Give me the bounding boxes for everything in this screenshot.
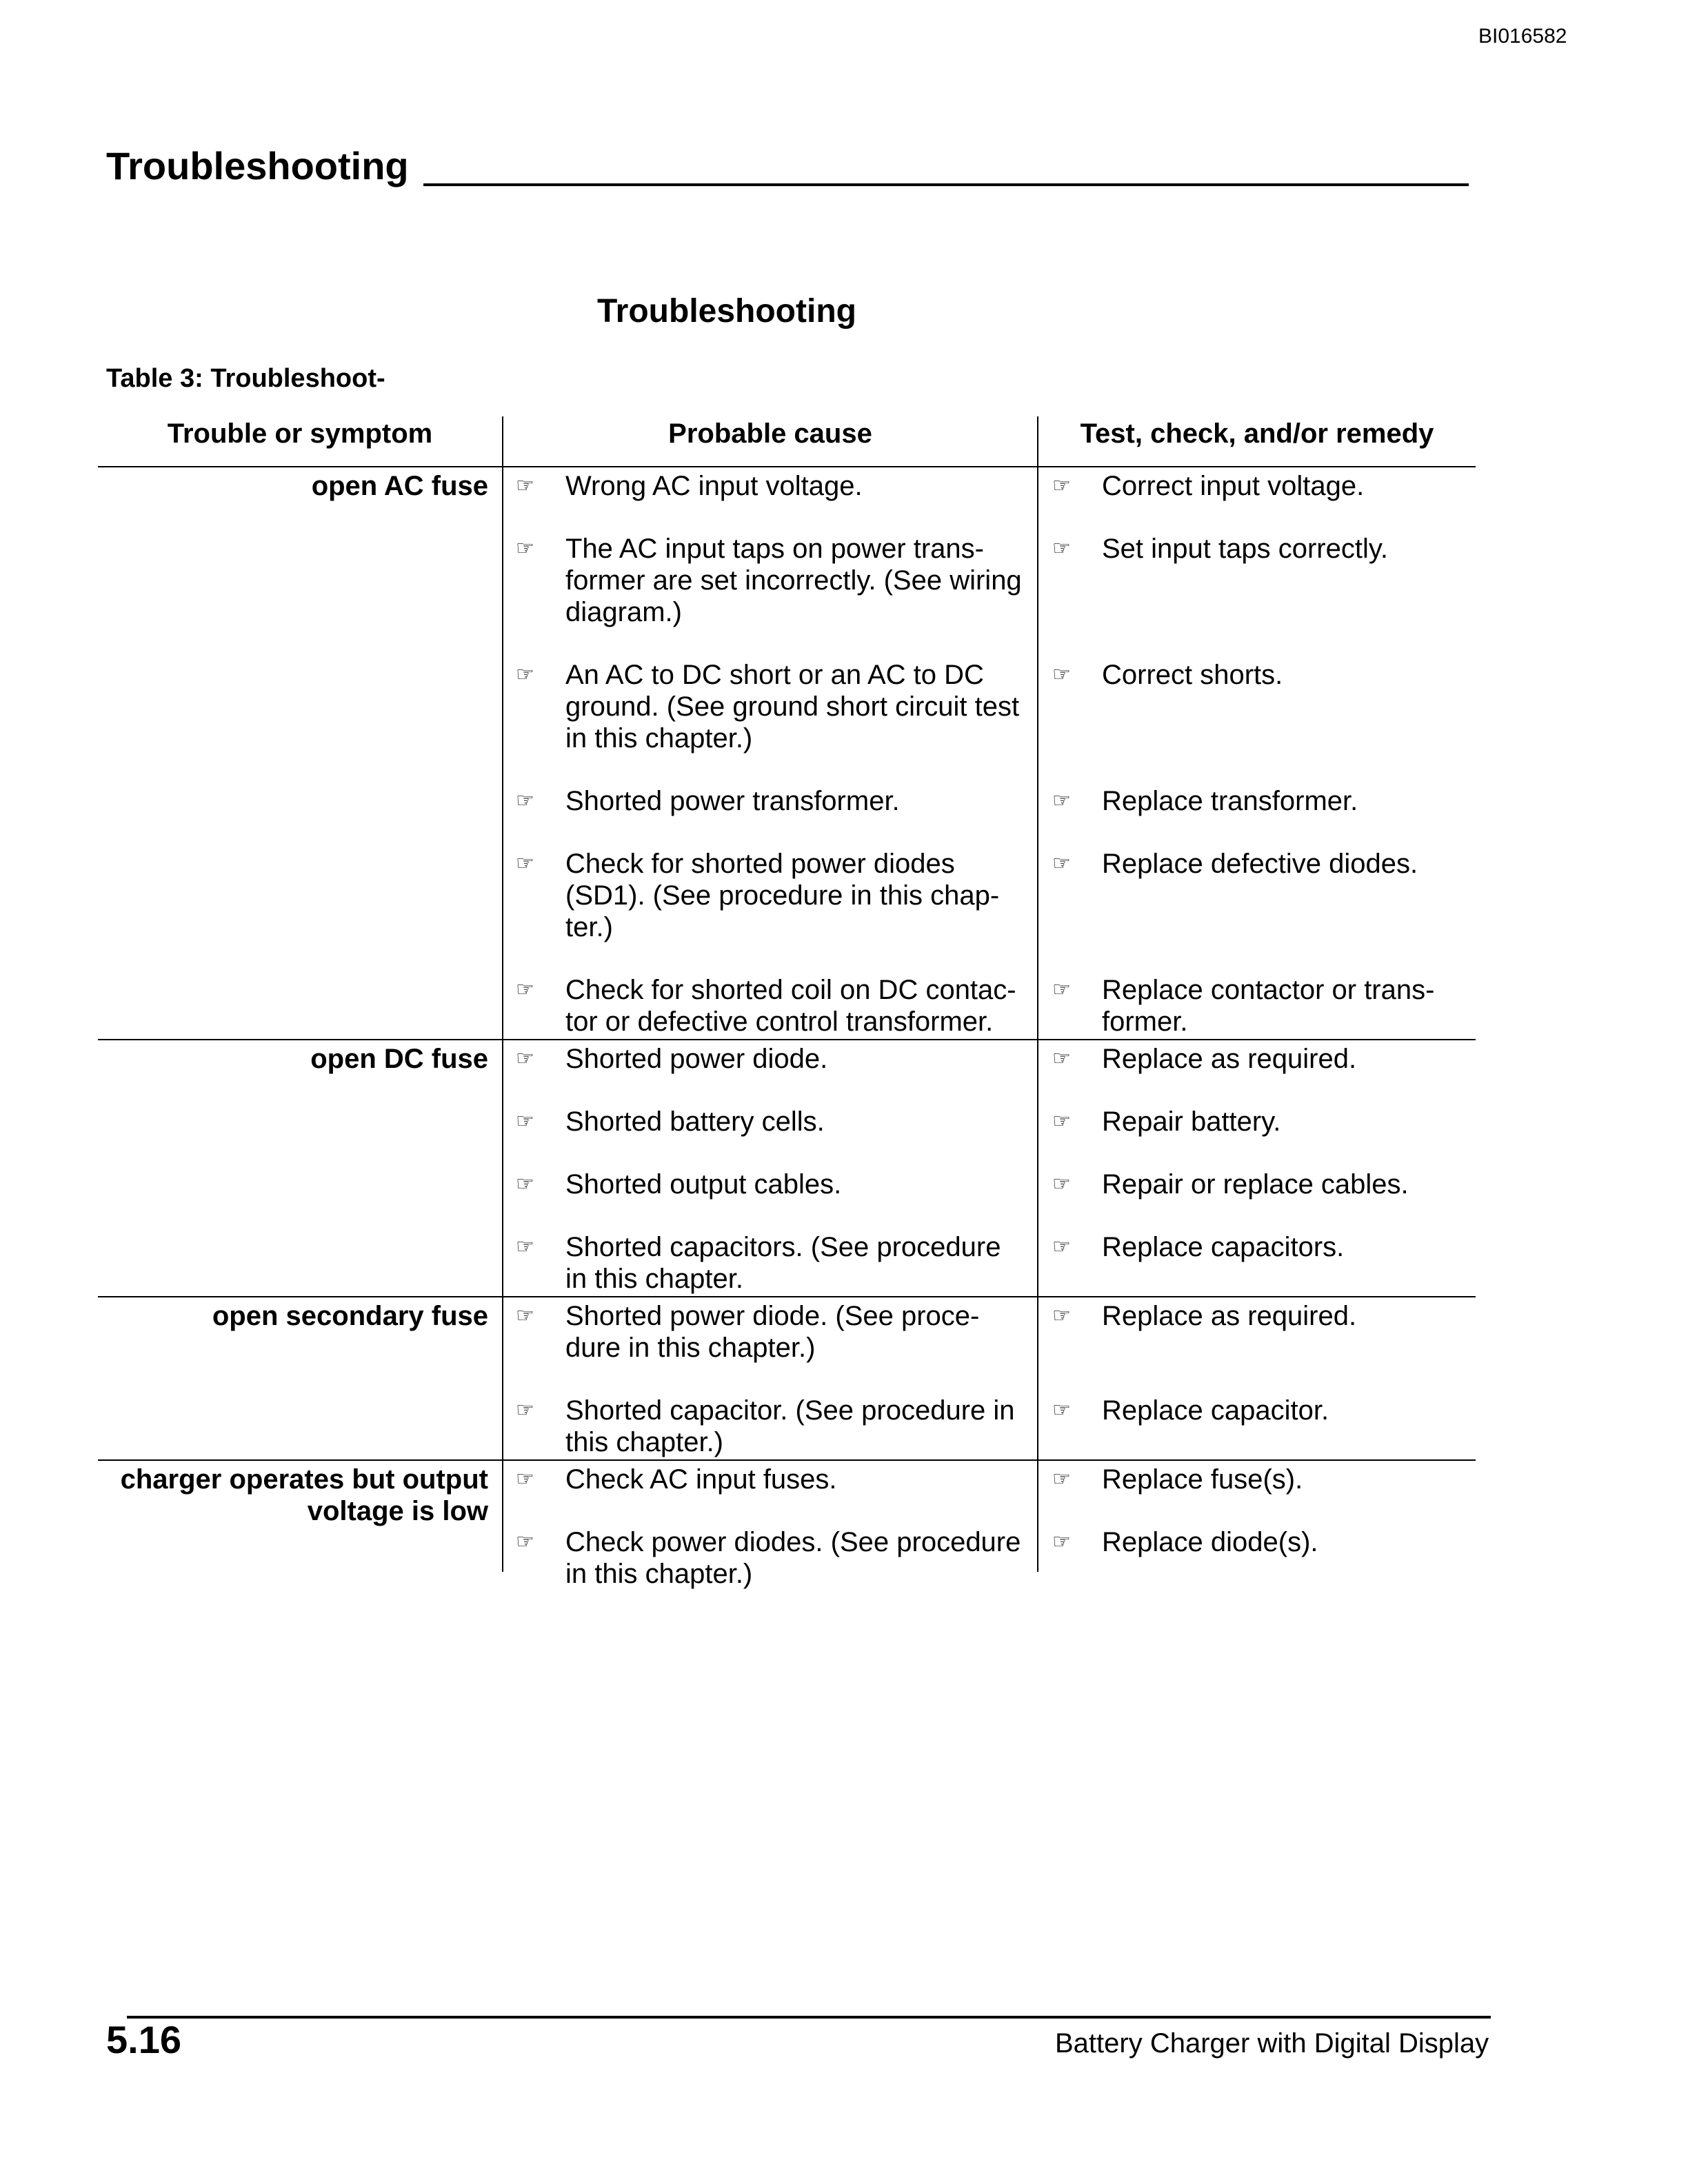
pointing-hand-icon: ☞ <box>1052 851 1071 876</box>
page-header-title: Troubleshooting <box>106 144 409 188</box>
remedy-line: Replace fuse(s). <box>1102 1464 1303 1495</box>
cause-item <box>516 974 1123 1038</box>
cause-line: in this chapter.) <box>565 1559 753 1589</box>
cause-item <box>516 785 1123 817</box>
remedy-line: Replace diode(s). <box>1102 1527 1318 1557</box>
cause-line: this chapter.) <box>565 1427 724 1457</box>
remedy-text <box>1102 1300 1466 1332</box>
pointing-hand-icon: ☞ <box>516 663 534 687</box>
remedy-text <box>1102 1043 1466 1075</box>
cause-line: diagram.) <box>565 597 682 627</box>
cause-text <box>565 1526 1123 1590</box>
remedy-item <box>1052 659 1466 754</box>
cause-item <box>516 1395 1123 1458</box>
cause-line: Shorted power diode. (See proce- <box>565 1301 980 1331</box>
cause-text <box>565 533 1123 628</box>
pointing-hand-icon: ☞ <box>1052 789 1071 813</box>
cause-item <box>516 1043 1123 1075</box>
cause-line: Shorted capacitor. (See procedure in <box>565 1395 1015 1426</box>
symptom-line: voltage is low <box>307 1496 488 1526</box>
header-rule <box>423 183 1469 186</box>
cause-line: Wrong AC input voltage. <box>565 471 863 501</box>
cause-line: Shorted battery cells. <box>565 1106 825 1137</box>
remedy-line: Repair battery. <box>1102 1106 1281 1137</box>
cause-item <box>516 659 1123 754</box>
cause-line: Check power diodes. (See procedure <box>565 1527 1021 1557</box>
remedy-text <box>1102 1526 1466 1558</box>
pointing-hand-icon: ☞ <box>516 536 534 560</box>
remedy-text <box>1102 659 1466 691</box>
cause-item <box>516 1169 1123 1200</box>
remedy-item <box>1052 470 1466 502</box>
cause-text <box>565 1395 1123 1458</box>
cause-line: Check for shorted coil on DC contac- <box>565 975 1016 1005</box>
remedy-text <box>1102 1395 1466 1426</box>
cause-line: former are set incorrectly. (See wiring <box>565 565 1022 596</box>
symptom-label <box>98 1464 488 1527</box>
remedy-text <box>1102 470 1466 502</box>
remedy-text <box>1102 974 1466 1038</box>
troubleshooting-table <box>98 416 1476 1589</box>
cause-item <box>516 1106 1123 1138</box>
pointing-hand-icon: ☞ <box>516 1304 534 1328</box>
pointing-hand-icon: ☞ <box>516 978 534 1002</box>
pointing-hand-icon: ☞ <box>1052 978 1071 1002</box>
cause-text <box>565 1043 1123 1075</box>
document-id: BI016582 <box>1478 25 1567 48</box>
table-caption: Table 3: Troubleshoot- <box>106 364 385 393</box>
footer-rule <box>127 2016 1491 2019</box>
remedy-text <box>1102 1169 1466 1200</box>
symptom-label <box>98 470 488 502</box>
pointing-hand-icon: ☞ <box>1052 1109 1071 1133</box>
remedy-line: Correct shorts. <box>1102 660 1283 690</box>
cause-line: An AC to DC short or an AC to DC <box>565 660 984 690</box>
group-divider <box>98 1296 1476 1297</box>
symptom-label <box>98 1043 488 1075</box>
cause-text <box>565 659 1123 754</box>
pointing-hand-icon: ☞ <box>1052 1172 1071 1196</box>
remedy-line: Replace defective diodes. <box>1102 849 1418 879</box>
cause-line: ter.) <box>565 912 613 942</box>
remedy-line: Replace contactor or trans- <box>1102 975 1435 1005</box>
cause-line: Shorted power diode. <box>565 1044 828 1074</box>
pointing-hand-icon: ☞ <box>516 474 534 498</box>
pointing-hand-icon: ☞ <box>516 1398 534 1422</box>
remedy-line: Replace as required. <box>1102 1044 1357 1074</box>
remedy-line: Repair or replace cables. <box>1102 1169 1409 1200</box>
column-divider <box>502 416 503 1572</box>
remedy-item <box>1052 533 1466 628</box>
pointing-hand-icon: ☞ <box>516 1172 534 1196</box>
cause-text <box>565 1300 1123 1364</box>
header-underline <box>98 466 1476 467</box>
pointing-hand-icon: ☞ <box>1052 474 1071 498</box>
remedy-item <box>1052 1395 1466 1458</box>
cause-line: ground. (See ground short circuit test <box>565 691 1020 722</box>
cause-text <box>565 1106 1123 1138</box>
pointing-hand-icon: ☞ <box>1052 1467 1071 1491</box>
cause-item <box>516 848 1123 943</box>
cause-text <box>565 470 1123 502</box>
cause-line: Shorted capacitors. (See procedure <box>565 1232 1001 1262</box>
cause-item <box>516 1464 1123 1495</box>
remedy-line: Set input taps correctly. <box>1102 534 1388 564</box>
cause-item <box>516 533 1123 628</box>
pointing-hand-icon: ☞ <box>516 789 534 813</box>
remedy-line: former. <box>1102 1007 1188 1037</box>
remedy-line: Replace capacitors. <box>1102 1232 1345 1262</box>
remedy-item <box>1052 848 1466 943</box>
pointing-hand-icon: ☞ <box>516 1235 534 1259</box>
remedy-item <box>1052 1169 1466 1200</box>
remedy-item <box>1052 1106 1466 1138</box>
cause-line: Check for shorted power diodes <box>565 849 955 879</box>
symptom-line: charger operates but output <box>120 1464 488 1495</box>
cause-line: Check AC input fuses. <box>565 1464 837 1495</box>
remedy-item <box>1052 1231 1466 1295</box>
cause-text <box>565 1464 1123 1495</box>
pointing-hand-icon: ☞ <box>516 851 534 876</box>
remedy-item <box>1052 785 1466 817</box>
group-divider <box>98 1039 1476 1040</box>
cause-text <box>565 1169 1123 1200</box>
cause-line: Shorted output cables. <box>565 1169 842 1200</box>
page-number: 5.16 <box>106 2018 181 2061</box>
remedy-text <box>1102 1106 1466 1138</box>
cause-line: The AC input taps on power trans- <box>565 534 984 564</box>
remedy-item <box>1052 1526 1466 1590</box>
column-header-symptom: Trouble or symptom <box>167 418 433 449</box>
pointing-hand-icon: ☞ <box>1052 1398 1071 1422</box>
cause-line: tor or defective control transformer. <box>565 1007 994 1037</box>
pointing-hand-icon: ☞ <box>516 1109 534 1133</box>
cause-line: Shorted power transformer. <box>565 786 900 816</box>
remedy-item <box>1052 974 1466 1038</box>
remedy-line: Replace capacitor. <box>1102 1395 1329 1426</box>
pointing-hand-icon: ☞ <box>1052 1046 1071 1071</box>
cause-text <box>565 974 1123 1038</box>
column-header-remedy: Test, check, and/or remedy <box>1080 418 1434 449</box>
cause-line: in this chapter.) <box>565 723 753 754</box>
pointing-hand-icon: ☞ <box>1052 663 1071 687</box>
remedy-text <box>1102 848 1466 880</box>
cause-line: in this chapter. <box>565 1264 743 1294</box>
column-header-cause: Probable cause <box>668 418 872 449</box>
footer-document-title: Battery Charger with Digital Display <box>1055 2028 1489 2059</box>
cause-item <box>516 470 1123 502</box>
remedy-item <box>1052 1043 1466 1075</box>
pointing-hand-icon: ☞ <box>1052 1304 1071 1328</box>
remedy-line: Replace as required. <box>1102 1301 1357 1331</box>
pointing-hand-icon: ☞ <box>516 1046 534 1071</box>
symptom-line: open DC fuse <box>310 1044 488 1074</box>
symptom-label <box>98 1300 488 1332</box>
remedy-item <box>1052 1464 1466 1495</box>
pointing-hand-icon: ☞ <box>1052 1530 1071 1554</box>
cause-item <box>516 1231 1123 1295</box>
remedy-text <box>1102 533 1466 565</box>
remedy-text <box>1102 1231 1466 1263</box>
remedy-text <box>1102 1464 1466 1495</box>
cause-text <box>565 848 1123 943</box>
symptom-line: open AC fuse <box>311 471 488 501</box>
group-divider <box>98 1459 1476 1461</box>
pointing-hand-icon: ☞ <box>516 1467 534 1491</box>
remedy-text <box>1102 785 1466 817</box>
pointing-hand-icon: ☞ <box>516 1530 534 1554</box>
cause-text <box>565 1231 1123 1295</box>
table-title: Troubleshooting <box>597 293 856 330</box>
pointing-hand-icon: ☞ <box>1052 1235 1071 1259</box>
remedy-line: Correct input voltage. <box>1102 471 1365 501</box>
cause-line: (SD1). (See procedure in this chap- <box>565 880 1000 911</box>
cause-line: dure in this chapter.) <box>565 1333 816 1363</box>
cause-item <box>516 1300 1123 1364</box>
remedy-item <box>1052 1300 1466 1364</box>
cause-text <box>565 785 1123 817</box>
pointing-hand-icon: ☞ <box>1052 536 1071 560</box>
remedy-line: Replace transformer. <box>1102 786 1358 816</box>
symptom-line: open secondary fuse <box>212 1301 488 1331</box>
cause-item <box>516 1526 1123 1590</box>
